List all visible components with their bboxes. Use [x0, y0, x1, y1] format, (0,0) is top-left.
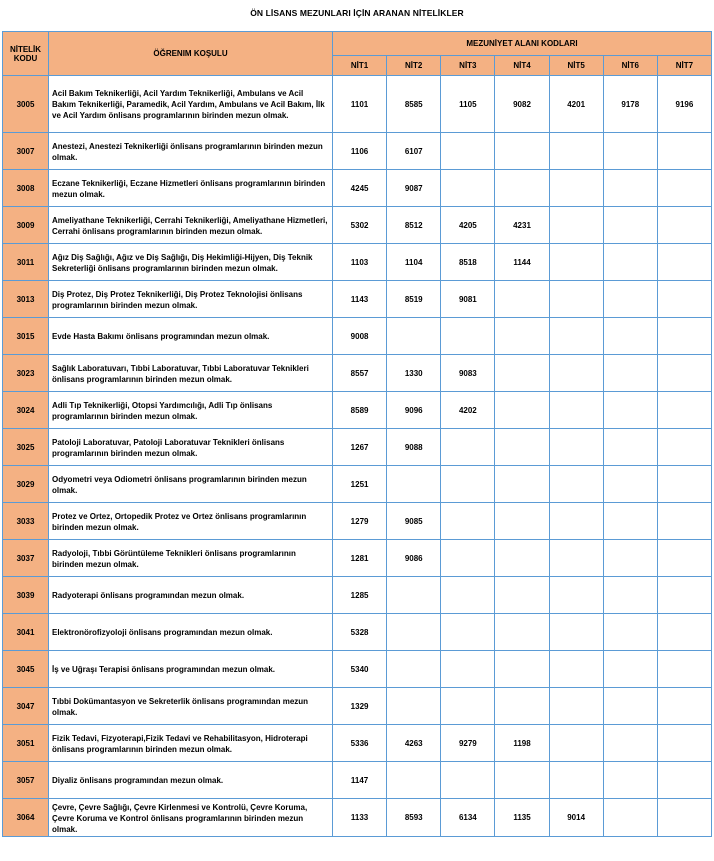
graduation-code-cell	[549, 540, 603, 577]
graduation-code-cell	[549, 688, 603, 725]
education-condition-cell: Tıbbi Dokümantasyon ve Sekreterlik önlisans programından mezun olmak.	[49, 688, 333, 725]
table-row	[3, 577, 712, 614]
graduation-code-cell	[657, 244, 711, 281]
education-condition-cell: Radyoterapi önlisans programından mezun olmak.	[49, 577, 333, 614]
graduation-code-cell	[549, 503, 603, 540]
graduation-code-cell	[549, 762, 603, 799]
table-row	[3, 799, 712, 837]
graduation-code-cell: 8593	[387, 799, 441, 837]
graduation-code-cell: 6107	[387, 133, 441, 170]
education-condition-cell: Sağlık Laboratuvarı, Tıbbi Laboratuvar, Tıbbi Laboratuvar Teknikleri önlisans programlarının birinden mezun olmak.	[49, 355, 333, 392]
graduation-code-cell	[657, 133, 711, 170]
education-condition-cell: Diş Protez, Diş Protez Teknikerliği, Diş Protez Teknolojisi önlisans programlarının birinden mezun olmak.	[49, 281, 333, 318]
graduation-code-cell: 6134	[441, 799, 495, 837]
graduation-code-cell	[495, 614, 549, 651]
graduation-code-cell	[495, 318, 549, 355]
qualification-code-cell: 3064	[3, 799, 49, 837]
graduation-code-cell	[495, 762, 549, 799]
graduation-code-cell: 1330	[387, 355, 441, 392]
graduation-code-cell	[495, 133, 549, 170]
education-condition-cell: Acil Bakım Teknikerliği, Acil Yardım Teknikerliği, Ambulans ve Acil Bakım Teknikerliği, Paramedik, Acil Yardım, Ambulans ve Acil Bakım, İlk ve Acil Yardım önlisans programlarının birinden mezun olmak.	[49, 76, 333, 133]
qualification-code-cell: 3047	[3, 688, 49, 725]
table-row	[3, 762, 712, 799]
graduation-code-cell	[657, 207, 711, 244]
graduation-code-cell: 1147	[333, 762, 387, 799]
header-nit6: NİT6	[603, 56, 657, 76]
graduation-code-cell	[603, 281, 657, 318]
education-condition-cell: Odyometri veya Odiometri önlisans programlarının birinden mezun olmak.	[49, 466, 333, 503]
graduation-code-cell: 4245	[333, 170, 387, 207]
graduation-code-cell	[549, 133, 603, 170]
graduation-code-cell	[657, 651, 711, 688]
education-condition-cell: İş ve Uğraşı Terapisi önlisans programından mezun olmak.	[49, 651, 333, 688]
table-row	[3, 207, 712, 244]
education-condition-cell: Diyaliz önlisans programından mezun olmak.	[49, 762, 333, 799]
graduation-code-cell	[657, 355, 711, 392]
graduation-code-cell: 4205	[441, 207, 495, 244]
graduation-code-cell: 8589	[333, 392, 387, 429]
graduation-code-cell	[549, 244, 603, 281]
graduation-code-cell	[387, 651, 441, 688]
header-nit2: NİT2	[387, 56, 441, 76]
graduation-code-cell: 9096	[387, 392, 441, 429]
table-row	[3, 503, 712, 540]
graduation-code-cell	[603, 577, 657, 614]
qualification-code-cell: 3007	[3, 133, 49, 170]
graduation-code-cell	[549, 170, 603, 207]
graduation-code-cell: 1285	[333, 577, 387, 614]
graduation-code-cell: 9279	[441, 725, 495, 762]
header-group: MEZUNİYET ALANI KODLARI	[333, 32, 712, 56]
graduation-code-cell	[441, 429, 495, 466]
graduation-code-cell	[603, 540, 657, 577]
graduation-code-cell	[387, 614, 441, 651]
graduation-code-cell	[549, 725, 603, 762]
education-condition-cell: Fizik Tedavi, Fizyoterapi,Fizik Tedavi ve Rehabilitasyon, Hidroterapi önlisans programlarının birinden mezun olmak.	[49, 725, 333, 762]
header-condition: ÖĞRENIM KOŞULU	[49, 32, 333, 76]
qualification-code-cell: 3033	[3, 503, 49, 540]
graduation-code-cell	[603, 170, 657, 207]
graduation-code-cell	[603, 614, 657, 651]
table-row	[3, 170, 712, 207]
graduation-code-cell	[441, 688, 495, 725]
qualification-code-cell: 3037	[3, 540, 49, 577]
graduation-code-cell	[441, 133, 495, 170]
graduation-code-cell	[657, 429, 711, 466]
table-row	[3, 281, 712, 318]
graduation-code-cell	[495, 651, 549, 688]
graduation-code-cell	[495, 281, 549, 318]
table-row	[3, 318, 712, 355]
graduation-code-cell	[495, 392, 549, 429]
graduation-code-cell: 1251	[333, 466, 387, 503]
graduation-code-cell: 9088	[387, 429, 441, 466]
graduation-code-cell	[657, 577, 711, 614]
graduation-code-cell	[441, 577, 495, 614]
graduation-code-cell: 9178	[603, 76, 657, 133]
graduation-code-cell	[495, 540, 549, 577]
graduation-code-cell	[657, 466, 711, 503]
education-condition-cell: Eczane Teknikerliği, Eczane Hizmetleri önlisans programlarının birinden mezun olmak.	[49, 170, 333, 207]
qualification-code-cell: 3011	[3, 244, 49, 281]
education-condition-cell: Elektronörofizyoloji önlisans programından mezun olmak.	[49, 614, 333, 651]
graduation-code-cell	[657, 318, 711, 355]
graduation-code-cell: 1101	[333, 76, 387, 133]
graduation-code-cell	[657, 725, 711, 762]
graduation-code-cell	[441, 466, 495, 503]
graduation-code-cell	[441, 318, 495, 355]
education-condition-cell: Ağız Diş Sağlığı, Ağız ve Diş Sağlığı, Diş Hekimliği-Hijyen, Diş Teknik Sekreterliği önlisans programlarının birinden mezun olmak.	[49, 244, 333, 281]
graduation-code-cell: 1281	[333, 540, 387, 577]
graduation-code-cell	[657, 281, 711, 318]
graduation-code-cell	[387, 762, 441, 799]
graduation-code-cell	[387, 688, 441, 725]
qualification-code-cell: 3045	[3, 651, 49, 688]
graduation-code-cell	[603, 244, 657, 281]
education-condition-cell: Çevre, Çevre Sağlığı, Çevre Kirlenmesi ve Kontrolü, Çevre Koruma, Çevre Koruma ve Kontrol önlisans programlarının birinden mezun olmak.	[49, 799, 333, 837]
graduation-code-cell	[603, 503, 657, 540]
graduation-code-cell	[495, 170, 549, 207]
graduation-code-cell: 8585	[387, 76, 441, 133]
table-row	[3, 392, 712, 429]
qualification-code-cell: 3024	[3, 392, 49, 429]
qualification-code-cell: 3015	[3, 318, 49, 355]
header-code: NİTELİK KODU	[3, 32, 49, 76]
graduation-code-cell	[387, 318, 441, 355]
graduation-code-cell	[657, 392, 711, 429]
graduation-code-cell: 5302	[333, 207, 387, 244]
document-title: ÖN LİSANS MEZUNLARI İÇİN ARANAN NİTELİKLER	[250, 8, 464, 18]
graduation-code-cell: 4201	[549, 76, 603, 133]
graduation-code-cell	[495, 503, 549, 540]
graduation-code-cell	[549, 577, 603, 614]
graduation-code-cell	[549, 614, 603, 651]
graduation-code-cell: 1106	[333, 133, 387, 170]
qualification-code-cell: 3023	[3, 355, 49, 392]
graduation-code-cell	[441, 651, 495, 688]
education-condition-cell: Evde Hasta Bakımı önlisans programından mezun olmak.	[49, 318, 333, 355]
graduation-code-cell: 8519	[387, 281, 441, 318]
graduation-code-cell	[441, 503, 495, 540]
graduation-code-cell: 1135	[495, 799, 549, 837]
education-condition-cell: Protez ve Ortez, Ortopedik Protez ve Ortez önlisans programlarının birinden mezun olmak.	[49, 503, 333, 540]
qualifications-table	[2, 31, 712, 837]
table-row	[3, 355, 712, 392]
graduation-code-cell	[657, 540, 711, 577]
table-row	[3, 76, 712, 133]
graduation-code-cell	[495, 577, 549, 614]
graduation-code-cell: 9196	[657, 76, 711, 133]
graduation-code-cell	[441, 762, 495, 799]
graduation-code-cell	[603, 466, 657, 503]
graduation-code-cell	[495, 355, 549, 392]
table-body	[3, 76, 712, 837]
education-condition-cell: Patoloji Laboratuvar, Patoloji Laboratuvar Teknikleri önlisans programlarının birinden mezun olmak.	[49, 429, 333, 466]
graduation-code-cell: 1104	[387, 244, 441, 281]
qualification-code-cell: 3051	[3, 725, 49, 762]
graduation-code-cell	[603, 429, 657, 466]
graduation-code-cell: 1267	[333, 429, 387, 466]
table-row	[3, 725, 712, 762]
education-condition-cell: Anestezi, Anestezi Teknikerliği önlisans programlarının birinden mezun olmak.	[49, 133, 333, 170]
graduation-code-cell	[495, 429, 549, 466]
graduation-code-cell: 1133	[333, 799, 387, 837]
education-condition-cell: Adli Tıp Teknikerliği, Otopsi Yardımcılığı, Adli Tıp önlisans programlarının birinden mezun olmak.	[49, 392, 333, 429]
graduation-code-cell	[657, 503, 711, 540]
qualification-code-cell: 3057	[3, 762, 49, 799]
graduation-code-cell	[549, 355, 603, 392]
graduation-code-cell: 1103	[333, 244, 387, 281]
qualification-code-cell: 3029	[3, 466, 49, 503]
graduation-code-cell	[603, 688, 657, 725]
graduation-code-cell	[603, 318, 657, 355]
graduation-code-cell	[603, 725, 657, 762]
header-nit4: NİT4	[495, 56, 549, 76]
qualification-code-cell: 3013	[3, 281, 49, 318]
graduation-code-cell	[657, 762, 711, 799]
qualification-code-cell: 3005	[3, 76, 49, 133]
table-row	[3, 429, 712, 466]
qualification-code-cell: 3009	[3, 207, 49, 244]
graduation-code-cell: 8557	[333, 355, 387, 392]
table-row	[3, 651, 712, 688]
graduation-code-cell	[495, 466, 549, 503]
graduation-code-cell	[657, 170, 711, 207]
graduation-code-cell	[603, 762, 657, 799]
table-row	[3, 133, 712, 170]
graduation-code-cell: 9085	[387, 503, 441, 540]
graduation-code-cell	[603, 355, 657, 392]
graduation-code-cell: 9082	[495, 76, 549, 133]
graduation-code-cell	[603, 133, 657, 170]
graduation-code-cell: 1329	[333, 688, 387, 725]
graduation-code-cell	[603, 651, 657, 688]
graduation-code-cell	[603, 392, 657, 429]
graduation-code-cell: 9008	[333, 318, 387, 355]
graduation-code-cell: 9083	[441, 355, 495, 392]
table-row	[3, 540, 712, 577]
table-row	[3, 244, 712, 281]
graduation-code-cell: 9081	[441, 281, 495, 318]
header-nit3: NİT3	[441, 56, 495, 76]
graduation-code-cell: 1279	[333, 503, 387, 540]
graduation-code-cell	[549, 429, 603, 466]
graduation-code-cell: 9014	[549, 799, 603, 837]
header-nit1: NİT1	[333, 56, 387, 76]
table-row	[3, 614, 712, 651]
qualification-code-cell: 3008	[3, 170, 49, 207]
header-nit5: NİT5	[549, 56, 603, 76]
table-row	[3, 466, 712, 503]
graduation-code-cell	[441, 614, 495, 651]
graduation-code-cell: 4202	[441, 392, 495, 429]
graduation-code-cell: 1144	[495, 244, 549, 281]
graduation-code-cell: 1105	[441, 76, 495, 133]
graduation-code-cell: 4231	[495, 207, 549, 244]
header-nit7: NİT7	[657, 56, 711, 76]
graduation-code-cell	[441, 170, 495, 207]
graduation-code-cell	[441, 540, 495, 577]
graduation-code-cell	[495, 688, 549, 725]
graduation-code-cell: 8512	[387, 207, 441, 244]
graduation-code-cell	[603, 799, 657, 837]
education-condition-cell: Radyoloji, Tıbbi Görüntüleme Teknikleri önlisans programlarının birinden mezun olmak.	[49, 540, 333, 577]
graduation-code-cell	[549, 392, 603, 429]
graduation-code-cell	[387, 466, 441, 503]
graduation-code-cell: 9087	[387, 170, 441, 207]
graduation-code-cell: 5340	[333, 651, 387, 688]
graduation-code-cell	[657, 799, 711, 837]
education-condition-cell: Ameliyathane Teknikerliği, Cerrahi Teknikerliği, Ameliyathane Hizmetleri, Cerrahi önlisans programlarının birinden mezun olmak.	[49, 207, 333, 244]
graduation-code-cell	[657, 614, 711, 651]
graduation-code-cell	[549, 651, 603, 688]
qualification-code-cell: 3041	[3, 614, 49, 651]
graduation-code-cell	[549, 207, 603, 244]
graduation-code-cell	[387, 577, 441, 614]
graduation-code-cell: 1143	[333, 281, 387, 318]
graduation-code-cell	[603, 207, 657, 244]
graduation-code-cell: 4263	[387, 725, 441, 762]
table-row	[3, 688, 712, 725]
graduation-code-cell: 8518	[441, 244, 495, 281]
graduation-code-cell	[549, 281, 603, 318]
graduation-code-cell	[549, 318, 603, 355]
graduation-code-cell	[549, 466, 603, 503]
graduation-code-cell: 5336	[333, 725, 387, 762]
qualification-code-cell: 3039	[3, 577, 49, 614]
graduation-code-cell: 1198	[495, 725, 549, 762]
graduation-code-cell	[657, 688, 711, 725]
graduation-code-cell: 9086	[387, 540, 441, 577]
graduation-code-cell: 5328	[333, 614, 387, 651]
qualification-code-cell: 3025	[3, 429, 49, 466]
